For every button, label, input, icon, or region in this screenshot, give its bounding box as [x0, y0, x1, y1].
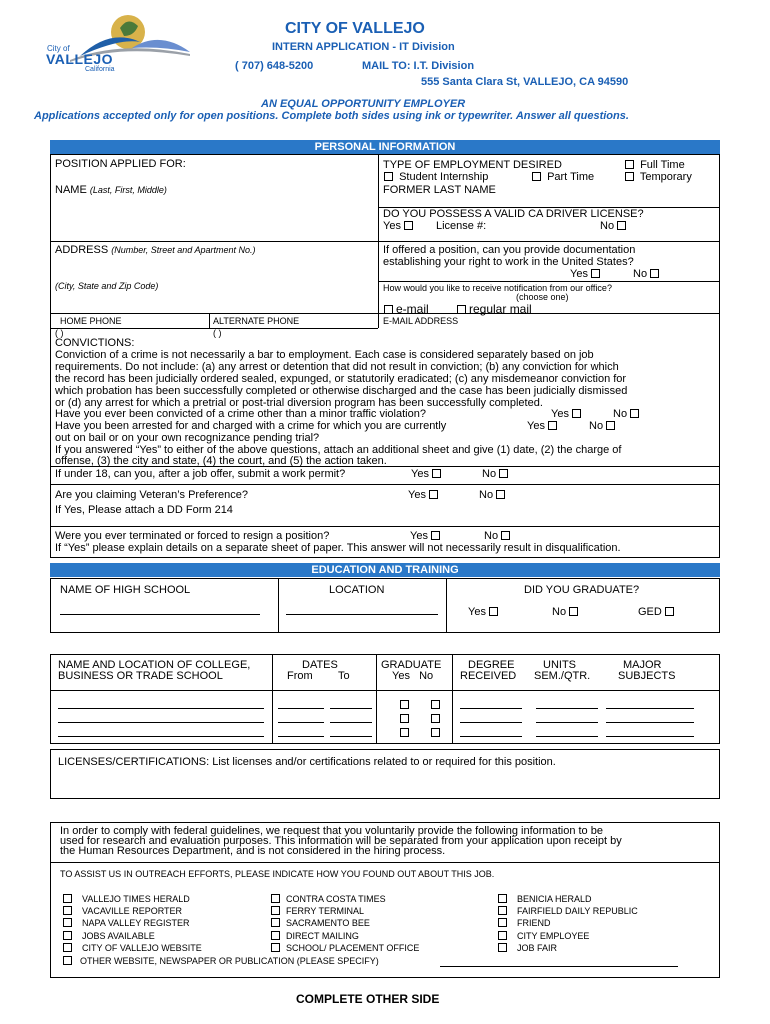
driver-license-yes[interactable]: Yes: [383, 220, 416, 232]
outreach-option-label: DIRECT MAILING: [286, 931, 359, 941]
outreach-option-label: FAIRFIELD DAILY REPUBLIC: [517, 906, 638, 916]
outreach-checkbox[interactable]: [271, 918, 280, 927]
college-entry-line[interactable]: [58, 736, 264, 737]
hs-grad-yes[interactable]: Yes: [468, 606, 501, 618]
city-logo: [40, 8, 195, 78]
driver-license-no[interactable]: No: [600, 220, 629, 232]
full-time-option[interactable]: Full Time: [622, 159, 685, 171]
arrested-question-2: out on bail or on your own recognizance pending trial?: [55, 432, 320, 444]
college-entry-line[interactable]: [330, 736, 372, 737]
outreach-option[interactable]: [268, 918, 370, 928]
terminated-note: If “Yes” please explain details on a separate sheet of paper. This answer will not necessarily result in disqualification.: [55, 542, 621, 554]
dates-label: DATES: [302, 659, 338, 671]
hs-grad-no[interactable]: No: [552, 606, 581, 618]
received-label: RECEIVED: [460, 670, 517, 682]
college-grad-no-checkbox[interactable]: [431, 728, 440, 737]
instructions: Applications accepted only for open positions. Complete both sides using ink or typewriter. Answer all questions.: [34, 110, 629, 122]
outreach-option[interactable]: [495, 918, 551, 928]
subjects-label: SUBJECTS: [618, 670, 676, 682]
documentation-question-1: If offered a position, can you provide documentation: [383, 244, 636, 256]
mail-to: MAIL TO: I.T. Division: [362, 60, 475, 72]
veteran-yes[interactable]: Yes: [408, 489, 441, 501]
position-label: POSITION APPLIED FOR:: [55, 158, 186, 170]
outreach-option-label: JOB FAIR: [517, 943, 558, 953]
college-entry-line[interactable]: [330, 708, 372, 709]
under18-yes[interactable]: Yes: [411, 468, 444, 480]
college-entry-line[interactable]: [58, 708, 264, 709]
outreach-option[interactable]: [60, 943, 202, 953]
email-option[interactable]: e-mail: [381, 302, 429, 316]
mail-address: 555 Santa Clara St, VALLEJO, CA 94590: [421, 76, 629, 88]
college-entry-line[interactable]: [606, 736, 694, 737]
email-address-label: E-MAIL ADDRESS: [383, 316, 459, 326]
name-label: NAME (Last, First, Middle): [55, 184, 167, 196]
license-number-label: License #:: [436, 220, 487, 232]
terminated-no[interactable]: No: [484, 530, 513, 542]
college-label-1: NAME AND LOCATION OF COLLEGE,: [58, 659, 251, 671]
to-label: To: [338, 670, 350, 682]
convictions-line-5: or (d) any arrest for which a pretrial or post-trial diversion program has been successfully completed.: [55, 397, 543, 409]
college-entry-line[interactable]: [536, 708, 598, 709]
driver-license-question: DO YOU POSSESS A VALID CA DRIVER LICENSE?: [383, 208, 644, 220]
college-entry-line[interactable]: [278, 722, 324, 723]
alt-phone-area[interactable]: ( ): [213, 328, 222, 338]
convictions-line-2: requirements. Do not include: (a) any arrest or detention that did not result in conviction; (b) any conviction for which: [55, 361, 619, 373]
major-label: MAJOR: [623, 659, 662, 671]
convictions-line-1: Conviction of a crime is not necessarily a bar to employment. Each case is considered separately based on job: [55, 349, 594, 361]
convicted-question: Have you ever been convicted of a crime other than a minor traffic violation?: [55, 408, 426, 420]
college-entry-line[interactable]: [536, 736, 598, 737]
veteran-question: Are you claiming Veteran’s Preference?: [55, 489, 249, 501]
outreach-checkbox[interactable]: [63, 918, 72, 927]
outreach-option-label: SCHOOL/ PLACEMENT OFFICE: [286, 943, 420, 953]
outreach-option[interactable]: [60, 906, 183, 916]
grad-yes-no-label: Yes No: [392, 670, 434, 682]
outreach-checkbox[interactable]: [63, 943, 72, 952]
outreach-option-label: CONTRA COSTA TIMES: [286, 894, 386, 904]
home-phone-label: HOME PHONE: [60, 316, 122, 326]
page-title: CITY OF VALLEJO: [285, 20, 425, 37]
outreach-checkbox[interactable]: [271, 931, 280, 940]
outreach-option[interactable]: [268, 906, 365, 916]
college-grad-no-checkbox[interactable]: [431, 700, 440, 709]
outreach-option[interactable]: [495, 906, 638, 916]
arrested-no[interactable]: No: [589, 420, 618, 432]
outreach-option[interactable]: [60, 931, 155, 941]
city-state-zip-label: (City, State and Zip Code): [55, 281, 159, 291]
yes-instructions-1: If you answered “Yes” to either of the above questions, attach an additional sheet and give (1) date, (2) the charge of: [55, 444, 622, 456]
outreach-option-label: FERRY TERMINAL: [286, 906, 365, 916]
licenses-label: LICENSES/CERTIFICATIONS: List licenses and/or certifications related to or required for this position.: [58, 756, 556, 768]
outreach-checkbox[interactable]: [498, 931, 507, 940]
outreach-option-label: CITY EMPLOYEE: [517, 931, 590, 941]
logo-vallejo: VALLEJO: [46, 51, 114, 67]
compliance-line-3: the Human Resources Department, and is not considered in the hiring process.: [60, 845, 446, 857]
college-label-2: BUSINESS OR TRADE SCHOOL: [58, 670, 223, 682]
outreach-option[interactable]: [268, 931, 359, 941]
arrested-question-1: Have you been arrested for and charged with a crime for which you are currently: [55, 420, 447, 432]
outreach-option-label: JOBS AVAILABLE: [82, 931, 155, 941]
outreach-checkbox[interactable]: [271, 906, 280, 915]
college-entry-line[interactable]: [606, 708, 694, 709]
outreach-option-label: SACRAMENTO BEE: [286, 918, 370, 928]
outreach-prompt: TO ASSIST US IN OUTREACH EFFORTS, PLEASE INDICATE HOW YOU FOUND OUT ABOUT THIS JOB.: [60, 869, 495, 879]
college-entry-line[interactable]: [278, 708, 324, 709]
from-label: From: [287, 670, 313, 682]
alt-phone-label: ALTERNATE PHONE: [213, 316, 300, 326]
under18-question: If under 18, can you, after a job offer, submit a work permit?: [55, 468, 346, 480]
location-label: LOCATION: [329, 584, 385, 596]
college-grad-yes-checkbox[interactable]: [400, 700, 409, 709]
convictions-line-3: the record has been judicially ordered sealed, expunged, or statutorily eradicated; (c) any misdemeanor conviction for: [55, 373, 627, 385]
equal-opportunity: AN EQUAL OPPORTUNITY EMPLOYER: [261, 98, 466, 110]
arrested-yes[interactable]: Yes: [527, 420, 560, 432]
units-label: UNITS: [543, 659, 576, 671]
outreach-checkbox[interactable]: [498, 894, 507, 903]
home-phone-area[interactable]: ( ): [55, 328, 64, 338]
documentation-no[interactable]: No: [633, 268, 662, 280]
student-internship-option[interactable]: Student Internship: [381, 171, 488, 183]
page-subtitle: INTERN APPLICATION - IT Division: [272, 41, 455, 53]
outreach-checkbox[interactable]: [498, 943, 507, 952]
college-entry-line[interactable]: [460, 736, 522, 737]
college-entry-line[interactable]: [278, 736, 324, 737]
employment-type-label: TYPE OF EMPLOYMENT DESIRED: [383, 159, 562, 171]
outreach-option-label: VACAVILLE REPORTER: [82, 906, 183, 916]
part-time-option[interactable]: Part Time: [529, 171, 594, 183]
terminated-question: Were you ever terminated or forced to resign a position?: [55, 530, 330, 542]
outreach-checkbox[interactable]: [498, 918, 507, 927]
personal-info-header: PERSONAL INFORMATION: [50, 140, 720, 154]
outreach-option-label: FRIEND: [517, 918, 551, 928]
graduate-label: GRADUATE: [381, 659, 442, 671]
college-entry-line[interactable]: [460, 708, 522, 709]
college-grad-yes-checkbox[interactable]: [400, 728, 409, 737]
outreach-option-label: CITY OF VALLEJO WEBSITE: [82, 943, 202, 953]
compliance-line-2: used for research and evaluation purposes. This information will be separated from your application upon receipt by: [60, 835, 622, 847]
outreach-checkbox[interactable]: [271, 894, 280, 903]
regular-mail-option[interactable]: regular mail: [454, 302, 532, 316]
veteran-no[interactable]: No: [479, 489, 508, 501]
compliance-line-1: In order to comply with federal guidelines, we request that you voluntarily provide the following information to be: [60, 825, 603, 837]
high-school-label: NAME OF HIGH SCHOOL: [60, 584, 191, 596]
other-source-line[interactable]: [440, 966, 678, 967]
convicted-no[interactable]: No: [613, 408, 642, 420]
yes-instructions-2: offense, (3) the city and state, (4) the court, and (5) the action taken.: [55, 455, 387, 467]
college-grad-yes-checkbox[interactable]: [400, 714, 409, 723]
complete-other-side: COMPLETE OTHER SIDE: [296, 992, 440, 1006]
outreach-option[interactable]: [60, 918, 190, 928]
other-source-option[interactable]: OTHER WEBSITE, NEWSPAPER OR PUBLICATION (PLEASE SPECIFY): [60, 956, 379, 966]
outreach-option-label: VALLEJO TIMES HERALD: [82, 894, 190, 904]
under18-no[interactable]: No: [482, 468, 511, 480]
outreach-option[interactable]: [495, 943, 558, 953]
college-entry-line[interactable]: [536, 722, 598, 723]
documentation-question-2: establishing your right to work in the United States?: [383, 256, 634, 268]
outreach-checkbox[interactable]: [63, 931, 72, 940]
outreach-option[interactable]: [60, 894, 190, 904]
college-entry-line[interactable]: [58, 722, 264, 723]
outreach-checkbox[interactable]: [271, 943, 280, 952]
college-entry-line[interactable]: [606, 722, 694, 723]
logo-city-of: City of: [47, 44, 70, 53]
outreach-option[interactable]: [268, 894, 386, 904]
outreach-option[interactable]: [495, 894, 592, 904]
outreach-option-label: NAPA VALLEY REGISTER: [82, 918, 190, 928]
choose-one-hint: (choose one): [516, 292, 569, 302]
outreach-option-label: BENICIA HERALD: [517, 894, 592, 904]
education-header: EDUCATION AND TRAINING: [50, 563, 720, 577]
address-label: ADDRESS (Number, Street and Apartment No.): [55, 244, 256, 256]
convictions-line-4: which probation has been successfully completed or otherwise discharged and the case has been judicially dismissed: [55, 385, 628, 397]
college-entry-line[interactable]: [330, 722, 372, 723]
sem-qtr-label: SEM./QTR.: [534, 670, 591, 682]
outreach-checkbox[interactable]: [498, 906, 507, 915]
terminated-yes[interactable]: Yes: [410, 530, 443, 542]
convicted-yes[interactable]: Yes: [551, 408, 584, 420]
temporary-option[interactable]: Temporary: [622, 171, 692, 183]
graduated-label: DID YOU GRADUATE?: [524, 584, 640, 596]
veteran-note: If Yes, Please attach a DD Form 214: [55, 504, 233, 516]
former-last-name-label: FORMER LAST NAME: [383, 184, 496, 196]
college-grad-no-checkbox[interactable]: [431, 714, 440, 723]
outreach-option[interactable]: [495, 931, 590, 941]
degree-label: DEGREE: [468, 659, 515, 671]
outreach-checkbox[interactable]: [63, 894, 72, 903]
documentation-yes[interactable]: Yes: [570, 268, 603, 280]
outreach-option[interactable]: [268, 943, 420, 953]
phone-number: ( 707) 648-5200: [235, 60, 314, 72]
outreach-checkbox[interactable]: [63, 906, 72, 915]
logo-california: California: [85, 66, 115, 73]
college-entry-line[interactable]: [460, 722, 522, 723]
hs-ged[interactable]: GED: [638, 606, 677, 618]
convictions-heading: CONVICTIONS:: [55, 337, 135, 349]
notification-question: How would you like to receive notification from our office?: [383, 283, 612, 293]
